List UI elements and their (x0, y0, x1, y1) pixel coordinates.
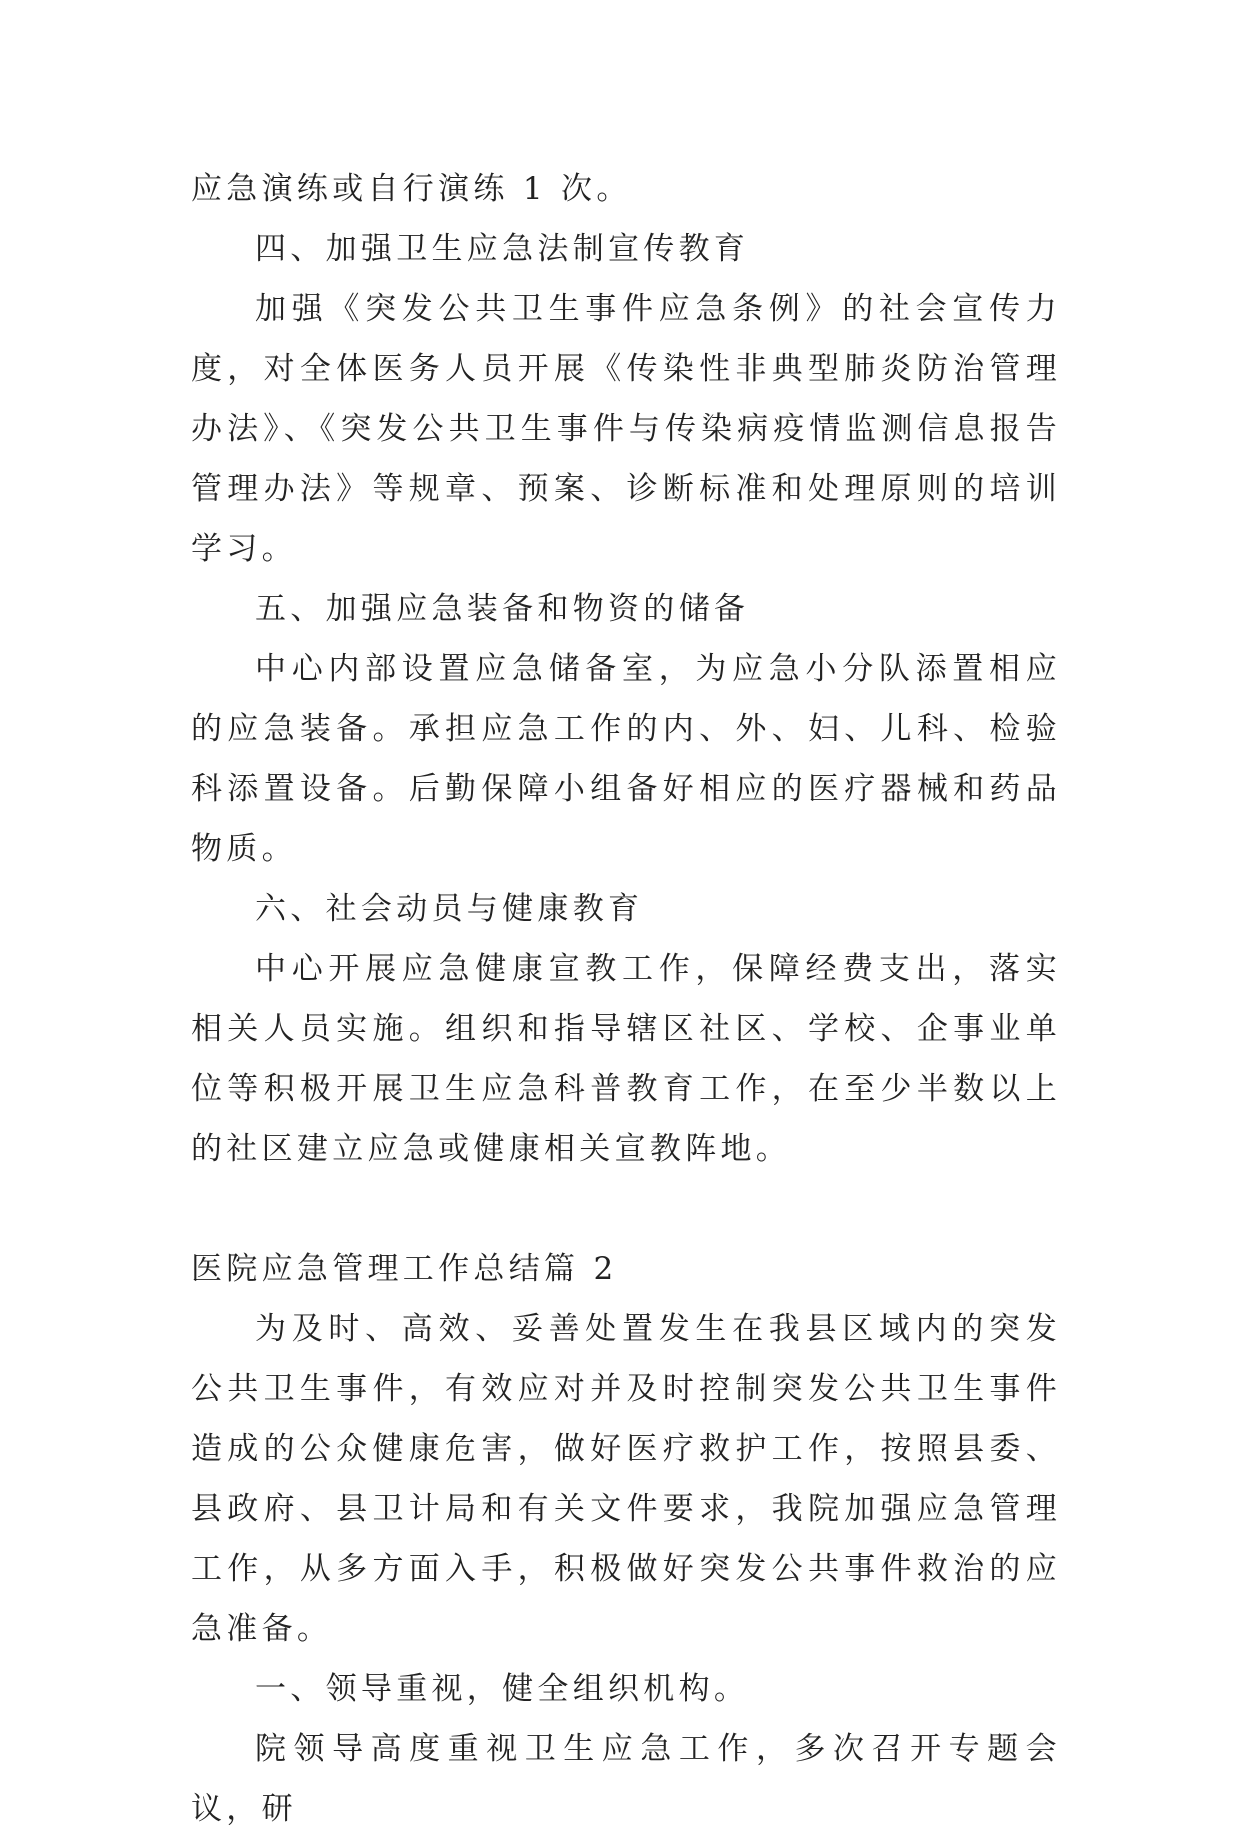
continuation-text: 应急演练或自行演练 1 次。 (191, 171, 632, 207)
document-body (191, 159, 1061, 1839)
paragraph-five: 中心内部设置应急储备室，为应急小分队添置相应的应急装备。承担应急工作的内、外、妇、儿科、检验科添置设备。后勤保障小组备好相应的医疗器械和药品物质。 (191, 651, 1061, 867)
section-gap (191, 1179, 1061, 1239)
paragraph-four: 加强《突发公共卫生事件应急条例》的社会宣传力度，对全体医务人员开展《传染性非典型肺炎防治管理办法》、《突发公共卫生事件与传染病疫情监测信息报告管理办法》等规章、预案、诊断标准和处理原则的培训学习。 (191, 291, 1061, 567)
heading-five: 五、加强应急装备和物资的储备 (255, 591, 750, 627)
heading-six: 六、社会动员与健康教育 (255, 891, 644, 927)
paragraph-six: 中心开展应急健康宣教工作，保障经费支出，落实相关人员实施。组织和指导辖区社区、学校、企事业单位等积极开展卫生应急科普教育工作，在至少半数以上的社区建立应急或健康相关宣教阵地。 (191, 951, 1061, 1167)
paragraph-one: 院领导高度重视卫生应急工作，多次召开专题会议，研 (191, 1731, 1061, 1827)
heading-four: 四、加强卫生应急法制宣传教育 (255, 231, 750, 267)
heading-one: 一、领导重视，健全组织机构。 (255, 1671, 750, 1707)
intro-paragraph: 为及时、高效、妥善处置发生在我县区域内的突发公共卫生事件，有效应对并及时控制突发公共卫生事件造成的公众健康危害，做好医疗救护工作，按照县委、县政府、县卫计局和有关文件要求，我院加强应急管理工作，从多方面入手，积极做好突发公共事件救治的应急准备。 (191, 1311, 1061, 1647)
section-title: 医院应急管理工作总结篇 2 (191, 1251, 618, 1287)
